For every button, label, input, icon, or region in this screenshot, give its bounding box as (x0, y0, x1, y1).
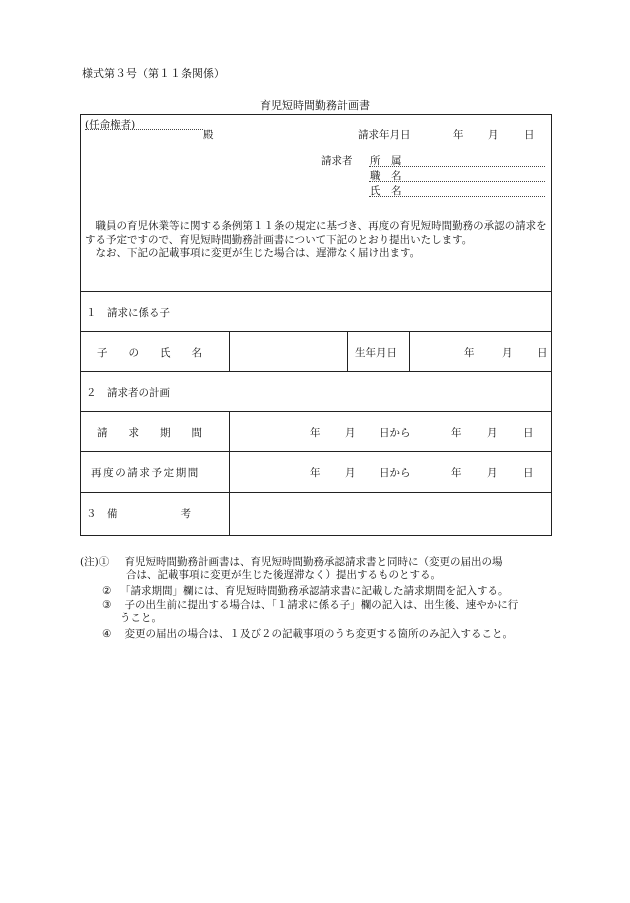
note-3-line1: 子の出生前に提出する場合は、「１請求に係る子」欄の記入は、出生後、速やかに行 (114, 599, 519, 611)
note-3-marker: ③ (102, 599, 112, 611)
row-divider (81, 492, 551, 493)
note-3-line2: うこと。 (120, 612, 162, 624)
statement-line2: なお、下記の記載事項に変更が生じた場合は、遅滞なく届け出ます。 (85, 247, 421, 259)
note-2: 「請求期間」欄には、育児短時間勤務承認請求書に記載した請求期間を記入する。 (120, 585, 509, 597)
column-divider (409, 331, 410, 371)
request-date-year[interactable]: 年 (453, 129, 464, 141)
remarks-label: ３ 備 考 (86, 508, 191, 520)
period-end-year[interactable]: 年 (451, 427, 462, 439)
child-name-field[interactable] (231, 332, 345, 370)
request-date-label: 請求年月日 (358, 129, 411, 141)
statement-line1: 職員の育児休業等に関する条例第１１条の規定に基づき、再度の育児短時間勤務の承認の請求をする予定ですので、育児短時間勤務計画書について下記のとおり提出いたします。 (85, 220, 547, 246)
period-start-month[interactable]: 月 (345, 427, 356, 439)
row-divider (81, 451, 551, 452)
appointer-label: (任命権者) (85, 119, 136, 131)
honorific: 殿 (203, 129, 214, 141)
reperiod-start-month[interactable]: 月 (345, 467, 356, 479)
notes-prefix: (注)① (80, 556, 110, 568)
birthdate-day[interactable]: 日 (537, 347, 548, 359)
name-field[interactable] (369, 196, 545, 197)
reperiod-start-day[interactable]: 日から (379, 467, 411, 479)
period-end-day[interactable]: 日 (523, 427, 534, 439)
position-label: 職 名 (370, 170, 402, 182)
column-divider (229, 411, 230, 535)
row-divider (81, 411, 551, 412)
note-2-marker: ② (102, 585, 112, 597)
reperiod-end-day[interactable]: 日 (523, 467, 534, 479)
statement (85, 220, 547, 261)
note-1-line2: 合は、記載事項に変更が生じた後遅滞なく）提出するものとする。 (126, 569, 441, 581)
request-period-label: 請 求 期 間 (97, 427, 202, 439)
name-label: 氏 名 (370, 185, 402, 197)
document-title: 育児短時間勤務計画書 (260, 99, 370, 112)
section2-heading: ２ 請求者の計画 (86, 387, 170, 399)
reperiod-end-year[interactable]: 年 (451, 467, 462, 479)
row-divider (81, 291, 551, 292)
period-start-day[interactable]: 日から (379, 427, 411, 439)
form-frame (80, 114, 552, 536)
period-start-year[interactable]: 年 (310, 427, 321, 439)
column-divider (347, 331, 348, 371)
row-divider (81, 371, 551, 372)
birthdate-year[interactable]: 年 (464, 347, 475, 359)
position-field[interactable] (369, 181, 545, 182)
period-end-month[interactable]: 月 (487, 427, 498, 439)
section1-heading: １ 請求に係る子 (86, 307, 170, 319)
note-1-line1: 育児短時間勤務計画書は、育児短時間勤務承認請求書と同時に（変更の届出の場 (114, 556, 503, 568)
column-divider (229, 331, 230, 371)
birthdate-label: 生年月日 (355, 347, 397, 359)
remarks-field[interactable] (231, 494, 549, 534)
affiliation-label: 所 属 (370, 155, 402, 167)
affiliation-field[interactable] (369, 166, 545, 167)
birthdate-month[interactable]: 月 (502, 347, 513, 359)
reperiod-label: 再度の請求予定期間 (91, 467, 200, 479)
note-4: 変更の届出の場合は、１及び２の記載事項のうち変更する箇所のみ記入すること。 (114, 628, 513, 640)
request-date-month[interactable]: 月 (488, 129, 499, 141)
appointer-line (85, 129, 203, 130)
form-number: 様式第３号（第１１条関係） (82, 67, 225, 80)
requester-label: 請求者 (321, 155, 353, 167)
note-4-marker: ④ (102, 628, 112, 640)
reperiod-end-month[interactable]: 月 (487, 467, 498, 479)
reperiod-start-year[interactable]: 年 (310, 467, 321, 479)
child-name-label: 子 の 氏 名 (97, 347, 202, 359)
request-date-day[interactable]: 日 (524, 129, 535, 141)
